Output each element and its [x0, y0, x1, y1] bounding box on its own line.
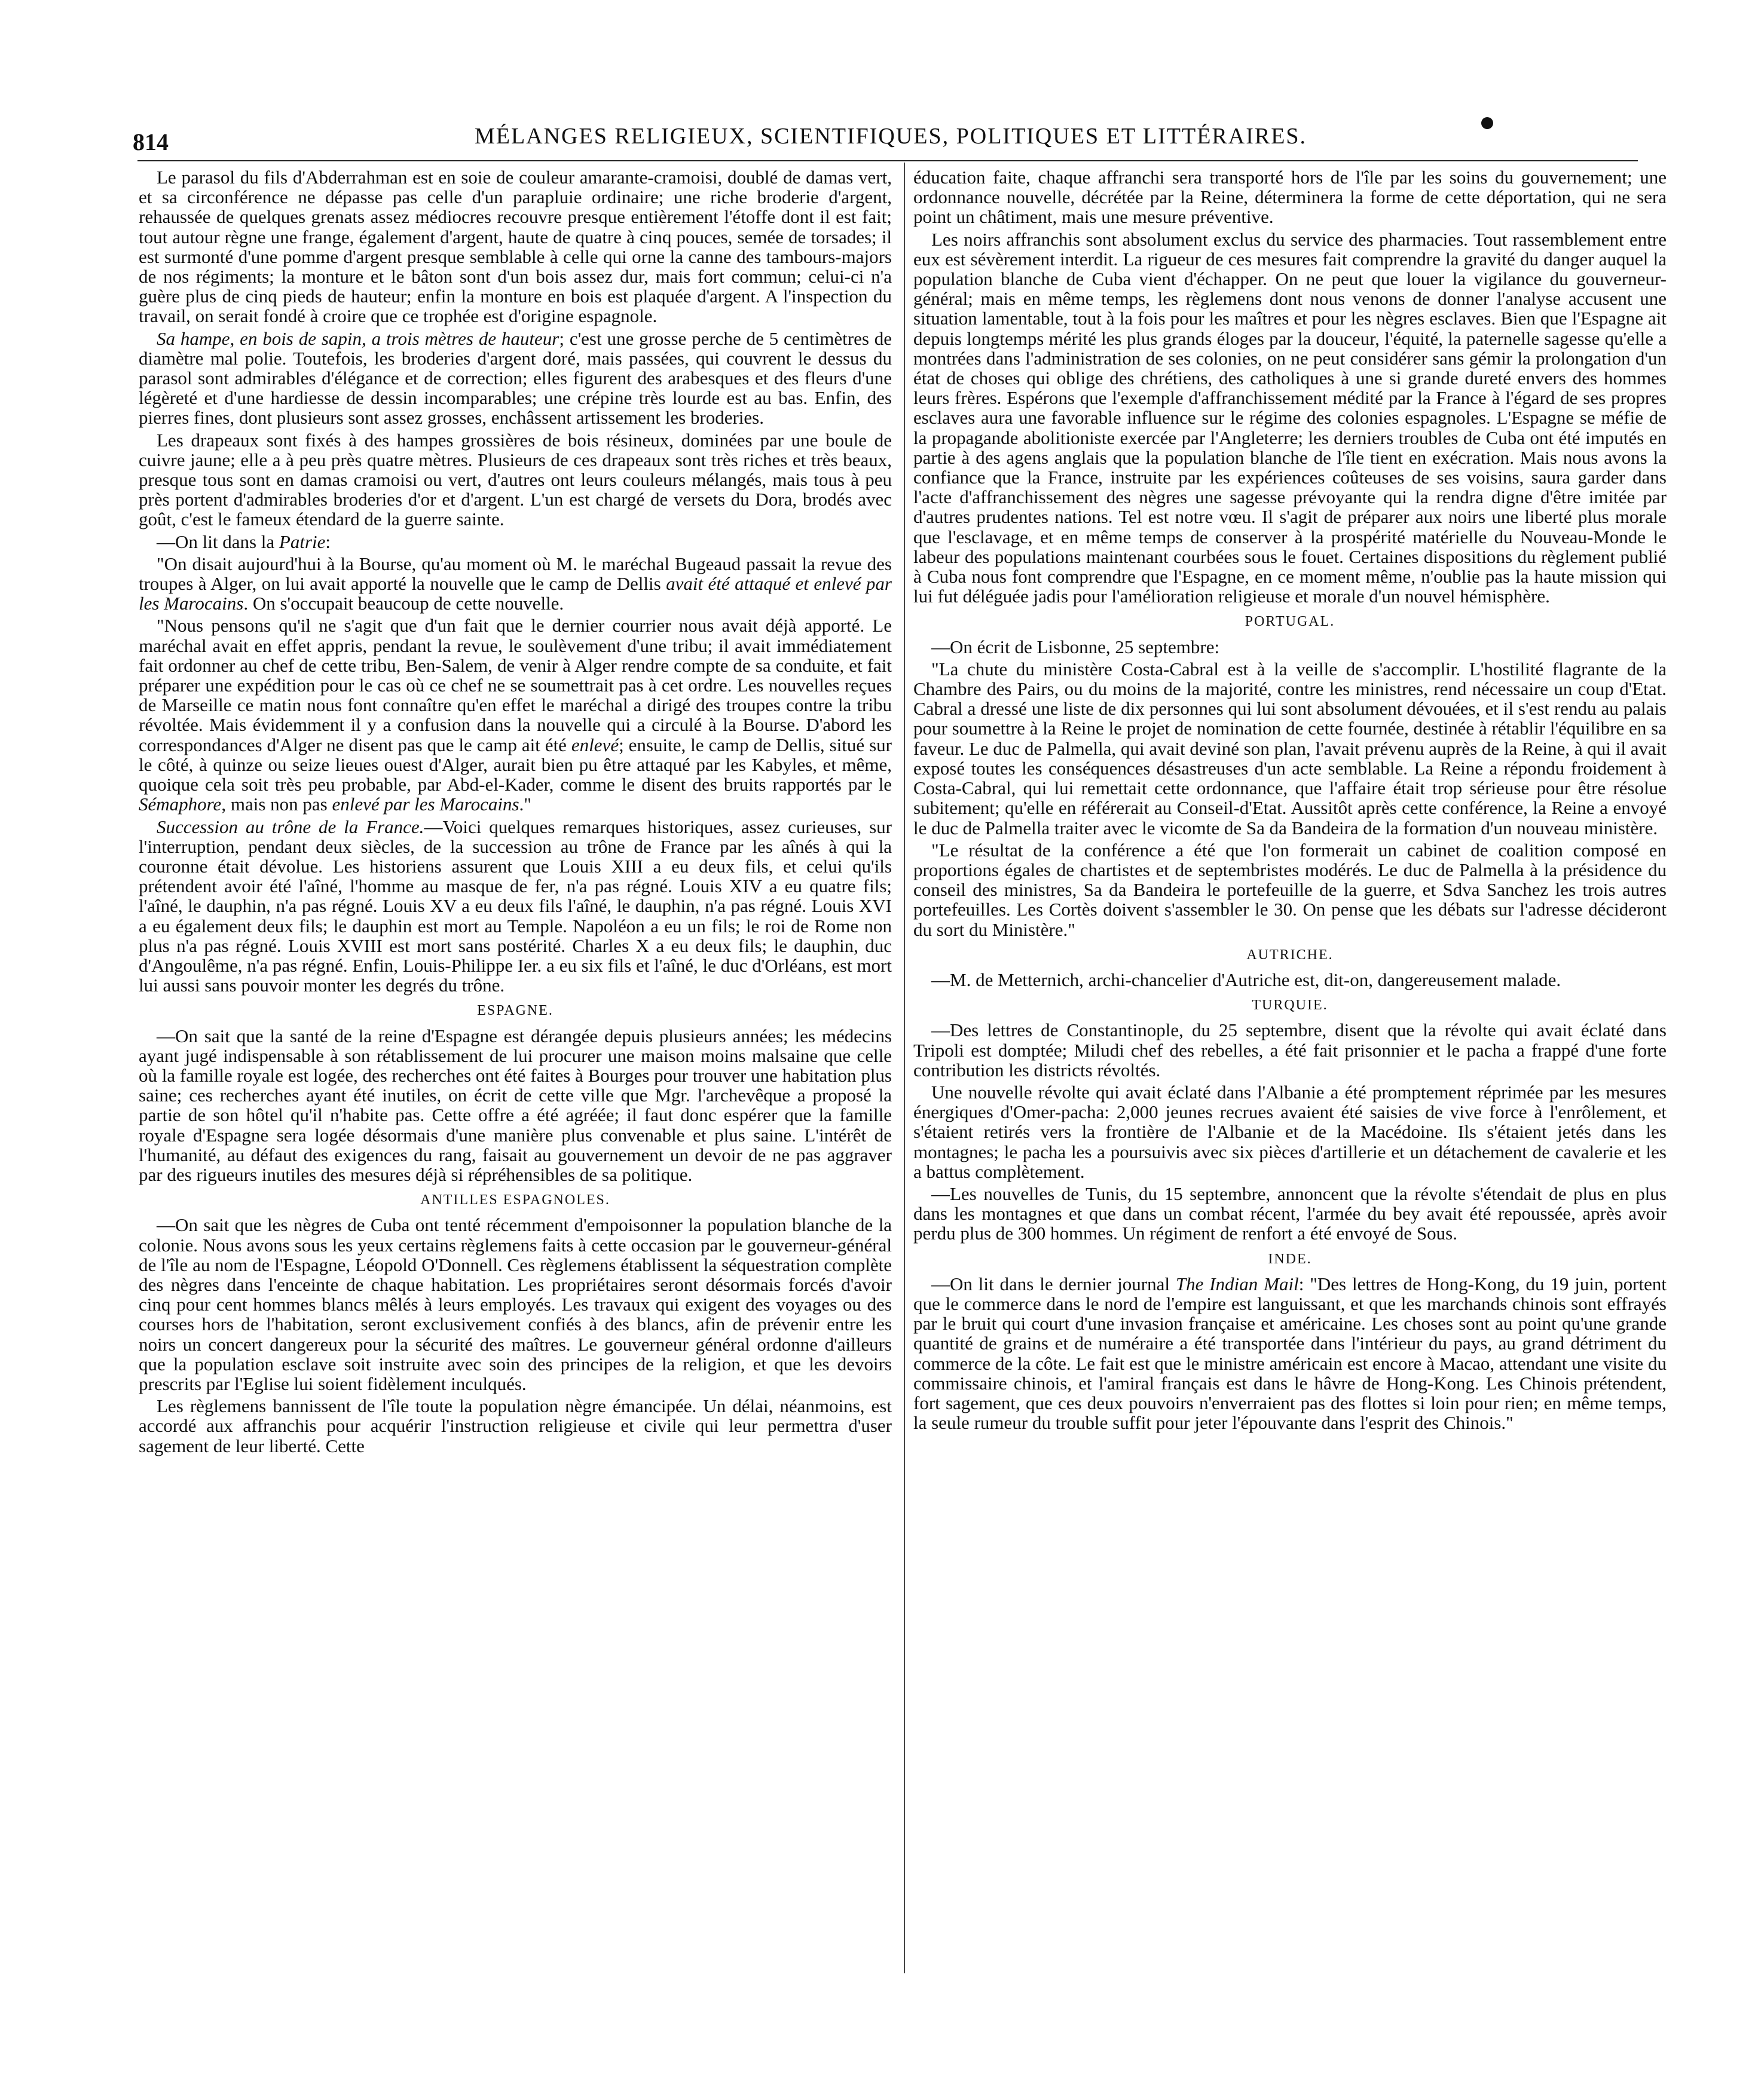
paragraph-costa-cabral: "La chute du ministère Costa-Cabral est à la veille de s'accomplir. L'hostilité flagrante de la Chambre des Pairs, ou du moins de la majorité, contre les ministres, rend nécessaire un coup d'Etat. Cabral a dressé une liste de dix personnes qui lui sont absolument dévouées, et il s'est rendu au palais pour soumettre à la Reine le projet de nomination de cette fournée, destinée à rétablir l'équilibre en sa faveur. Le duc de Palmella, qui avait deviné son plan, l'avait prévenu auprès de la Reine, à qui il avait exposé toutes les conséquences désastreuses d'un acte semblable. La Reine a répondu froidement à Costa-Cabral, qui lui remettait cette ordonnance, que l'affaire était trop sérieuse pour être résolue subitement; qu'elle en référerait au Conseil-d'Etat. Aussitôt après cette conférence, la Reine a envoyé le duc de Palmella traiter avec le vicomte de Sa da Bandeira de la formation d'un nouveau ministère. — [913, 658, 1667, 838]
paragraph-succession: Succession au trône de la France.—Voici quelques remarques historiques, assez curieuses, sur l'interruption, pendant deux siècles, de la succession au trône de France par les aînés à qui la couronne était dévolue. Les historiens assurent que Louis XIII a eu deux fils, et celui qu'ils prétendent avoir été l'aîné, l'homme au masque de fer, n'a pas régné. Louis XIV a eu quatre fils; l'aîné, le dauphin, n'a pas régné. Louis XV a eu deux fils l'aîné, le dauphin, n'a pas régné. Louis XVI a eu également deux fils; le dauphin est mort au Temple. Napoléon a eu un fils; le roi de Rome non plus n'a pas régné. Louis XVIII est mort sans postérité. Charles X a eu deux fils; le dauphin, duc d'Angoulême, n'a pas régné. Enfin, Louis-Philippe Ier. a eu six fils et l'aîné, le duc d'Orléans, est mort lui aussi sans pouvoir monter les degrés du trône. — [139, 816, 892, 996]
paragraph-hampe: Sa hampe, en bois de sapin, a trois mètres de hauteur; c'est une grosse perche de 5 centimètres de diamètre mal polie. Toutefois, les broderies d'argent doré, mais passées, qui couvrent le dessus du parasol sont admirables d'élégance et de correction; elles figurent des arabesques et des fleurs d'une légèreté et d'une hardiesse de dessin incomparables; une crépine très lourde est au bas. Enfin, des pierres fines, dont plusieurs sont assez grosses, enchâssent artissement les broderies. — [139, 327, 892, 428]
column-divider — [904, 163, 905, 1973]
paragraph-constantinople: —Des lettres de Constantinople, du 25 septembre, disent que la révolte qui avait éclaté dans Tripoli est domptée; Miludi chef des rebelles, a été fait prisonnier et le pacha a frappé d'une forte contribution les districts révoltés. — [913, 1020, 1667, 1080]
paragraph-tunis: —Les nouvelles de Tunis, du 15 septembre, annoncent que la révolte s'étendait de plus en plus dans les montagnes et que dans un combat récent, l'armée du bey avait été repoussée, après avoir perdu plus de 300 hommes. Un régiment de renfort a été envoyé de Sous. — [913, 1183, 1667, 1244]
paragraph-espagne: —On sait que la santé de la reine d'Espagne est dérangée depuis plusieurs années; les médecins ayant jugé indispensable à son rétablissement de lui procurer une maison moins malsaine que celle où la famille royale est logée, des recherches ont été faites à Bourges pour trouver une habitation plus saine; ces recherches ayant été inutiles, on écrit de cette ville que Mgr. l'archevêque a proposé la partie de son hôtel qu'il n'habite pas. Cette offre a été agréée; il faut donc espérer que la famille royale d'Espagne sera logée désormais d'une manière plus convenable et plus saine. L'intérêt de l'humanité, au défaut des exigences du rang, faisait au gouvernement un devoir de ne pas aggraver par des rigueurs inutiles des mesures déjà si répréhensibles de sa politique. — [139, 1025, 892, 1185]
paragraph-cuba: —On sait que les nègres de Cuba ont tenté récemment d'empoisonner la population blanche de la colonie. Nous avons sous les yeux certains règlemens faits à cette occasion par le gouverneur-général de l'île au nom de l'Espagne, Léopold O'Donnell. Ces règlemens établissent la séquestration complète des nègres dans l'enceinte de chaque habitation. Les propriétaires seront désormais forcés d'avoir cinq pour cent hommes blancs mêlés à leurs employés. Les travaux qui exigent des voyages ou des courses hors de l'habitation, seront exclusivement confiés à des blancs, afin de prévenir entre les noirs un concert dangereux pour la sécurité des maîtres. Le gouverneur général ordonne d'ailleurs que la population esclave soit instruite avec soin des principes de la religion, et que les devoirs prescrits par l'Eglise lui soient fidèlement inculqués. — [139, 1214, 892, 1394]
paragraph-reglemens: Les règlemens bannissent de l'île toute la population nègre émancipée. Un délai, néanmoins, est accordé aux affranchis pour acquérir l'instruction religieuse et civile qui leur permettra d'user sagement de leur liberté. Cette — [139, 1395, 892, 1456]
running-title: MÉLANGES RELIGIEUX, SCIENTIFIQUES, POLITIQUES ET LITTÉRAIRES. — [474, 124, 1307, 149]
paragraph-albanie: Une nouvelle révolte qui avait éclaté dans l'Albanie a été promptement réprimée par les mesures énergiques d'Omer-pacha: 2,000 jeunes recrues avaient été saisies de vive force à l'enrôlement, et s'étaient retirés vers la frontière de l'Albanie et de la Macédoine. Ils s'étaient jetés dans les montagnes; le pacha les a poursuivis avec six pièces d'artillerie et un détachement de cavalerie et les a battus complètement. — [913, 1081, 1667, 1182]
paragraph-drapeaux: Les drapeaux sont fixés à des hampes grossières de bois résineux, dominées par une boule de cuivre jaune; elle a à peu près quatre mètres. Plusieurs de ces drapeaux sont très riches et très beaux, presque tous sont en damas cramoisi ou vert, d'autres ont leurs couleurs mélangés, mais tous à peu près portent d'admirables broderies d'or et d'argent. L'un est chargé de versets du Dora, brodés avec goût, c'est le fameux étendard de la guerre sainte. — [139, 429, 892, 530]
paragraph-coalition: "Le résultat de la conférence a été que l'on formerait un cabinet de coalition composé en proportions égales de chartistes et de septembristes modérés. Le duc de Palmella à la présidence du conseil des ministres, Sa da Bandeira le portefeuille de la guerre, et Sdva Sanchez les trois autres portefeuilles. Les Cortès doivent s'assembler le 30. On pense que les débats sur l'adresse décideront du sort du Ministère." — [913, 839, 1667, 940]
paragraph-parasol: Le parasol du fils d'Abderrahman est en soie de couleur amarante-cramoisi, doublé de damas vert, et sa circonférence ne dépasse pas celle d'un parapluie ordinaire; une riche broderie d'argent, rehaussée de quelques grenats assez médiocres recouvre presque entièrement l'étoffe dont il est fait; tout autour règne une frange, également d'argent, haute de quatre à cinq pouces, semée de torsades; il est surmonté d'une pomme d'argent presque semblable à celle qui orne la canne des tambours-majors de nos régiments; la monture et le bâton sont d'un bois assez dur, mais fort commun; celui-ci n'a guère plus de cinq pieds de hauteur; enfin la monture en bois est plaquée d'argent. A l'inspection du travail, on serait fondé à croire que ce trophée est d'origine espagnole. — [139, 167, 892, 327]
section-heading-espagne: ESPAGNE. — [477, 1003, 554, 1019]
ink-dot — [1481, 117, 1493, 129]
right-column — [913, 167, 1667, 1435]
section-heading-portugal: PORTUGAL. — [1245, 614, 1335, 630]
paragraph-hong-kong: —On lit dans le dernier journal The Indian Mail: "Des lettres de Hong-Kong, du 19 juin, portent que le commerce dans le nord de l'empire est languissant, et que les marchands chinois sont effrayés par le bruit qui court d'une invasion française et américaine. Les choses sont au point qu'une grande quantité de grains et de numéraire a été transportée dans l'intérieur du pays, au grand détriment du commerce de la côte. Le fait est que le ministre américain est encore à Macao, attendant une visite du commissaire chinois, et l'amiral français est dans le hâvre de Hong-Kong. Les Chinois prétendent, fort sagement, que ces deux pouvoirs n'enverraient pas des flottes si loin pour rien; en même temps, la seule rumeur du trouble suffit pour jeter l'épouvante dans l'esprit des Chinois." — [913, 1273, 1667, 1434]
paragraph-nous-pensons: "Nous pensons qu'il ne s'agit que d'un fait que le dernier courrier nous avait déjà apporté. Le maréchal avait en effet appris, pendant la revue, le soulèvement d'une tribu; il avait immédiatement fait ordonner au chef de cette tribu, Ben-Salem, de venir à Alger rendre compte de sa conduite, et fait préparer une expédition pour le cas où ce chef ne se soumettrait pas à cet ordre. Les nouvelles reçues de Marseille ce matin nous font connaître qu'en effet le maréchal a dirigé des troupes contre la tribu révoltée. Mais évidemment il y a confusion dans la nouvelle qui a circulé à la Bourse. D'abord les correspondances d'Alger ne disent pas que le camp ait été enlevé; ensuite, le camp de Dellis, situé sur le côté, à quinze ou seize lieues ouest d'Alger, aurait bien pu être attaqué par les Kabyles, et même, quoique cela soit très peu probable, par Abd-el-Kader, comme le disent des bruits rapportés par le Sémaphore, mais non pas enlevé par les Marocains." — [139, 615, 892, 815]
newspaper-name: The Indian Mail — [1175, 1273, 1299, 1294]
paragraph-bourse: "On disait aujourd'hui à la Bourse, qu'au moment où M. le maréchal Bugeaud passait la revue des troupes à Alger, on lui avait apporté la nouvelle que le camp de Dellis avait été attaqué et enlevé par les Marocains. On s'occupait beaucoup de cette nouvelle. — [139, 553, 892, 614]
page-number: 814 — [133, 128, 169, 155]
paragraph-lisbonne: —On écrit de Lisbonne, 25 septembre: — [931, 636, 1220, 657]
paragraph-metternich: —M. de Metternich, archi-chancelier d'Autriche est, dit-on, dangereusement malade. — [931, 969, 1561, 990]
succession-title: Succession au trône de la France. — [157, 816, 424, 837]
hampe-intro: Sa hampe, en bois de sapin, a trois mètres de hauteur — [157, 327, 559, 349]
paragraph-patrie-intro: —On lit dans la Patrie: — [157, 531, 331, 552]
section-heading-inde: INDE. — [1268, 1251, 1312, 1267]
paragraph-education: éducation faite, chaque affranchi sera transporté hors de l'île par les soins du gouvernement; une ordonnance nouvelle, décrétée par la Reine, déterminera la forme de cette déportation, qui ne sera point un châtiment, mais une mesure préventive. — [913, 167, 1667, 228]
paragraph-noirs-affranchis: Les noirs affranchis sont absolument exclus du service des pharmacies. Tout rassemblement entre eux est sévèrement interdit. La rigueur de ces mesures fait comprendre la gravité du danger auquel la population blanche de Cuba vient d'échapper. On ne peut que louer la vigilance du gouverneur-général; mais en même temps, les règlemens dont nous venons de donner l'analyse accusent une situation lamentable, tout à la fois pour les maîtres et pour les nègres esclaves. Bien que l'Espagne ait depuis longtemps mérité les plus grands éloges par la douceur, l'équité, la paternelle sagesse qu'elle a montrées dans l'administration de ses colonies, on ne peut considérer sans gémir la prolongation d'un état de choses qui oblige des chrétiens, des catholiques à une si grande dureté envers des hommes leurs frères. Espérons que l'exemple d'affranchissement médité par la France à l'égard de ses propres esclaves aura une favorable influence sur le régime des colonies espagnoles. L'Espagne se méfie de la propagande abolitioniste exercée par l'Angleterre; les derniers troubles de Cuba ont été imputés en partie à des agens anglais que la population blanche de l'île tient en exécration. Mais nous avons la confiance que la France, instruite par les expériences coûteuses de ses voisins, saura garder dans l'acte d'affranchissement des nègres une sagesse prévoyante qui la rendra digne d'être imitée par d'autres prudentes nations. Tel est notre vœu. Il s'agit de préparer aux noirs une liberté plus morale que l'esclavage, et en même temps de conserver à la prospérité matérielle du Nouveau-Monde le labeur des populations maintenant courbées sous le fouet. Certaines dispositions du règlement publié à Cuba nous font comprendre que l'Espagne, en ce moment même, n'oublie pas la haute mission qui lui fut déléguée jadis pour l'amélioration religieuse et morale d'un nouvel hémisphère. — [913, 228, 1667, 607]
left-column — [139, 167, 892, 1458]
header-rule — [137, 160, 1638, 161]
section-heading-turquie: TURQUIE. — [1252, 997, 1328, 1014]
section-heading-antilles: ANTILLES ESPAGNOLES. — [420, 1192, 610, 1208]
newspaper-name: Patrie — [279, 531, 326, 552]
section-heading-autriche: AUTRICHE. — [1246, 947, 1334, 963]
